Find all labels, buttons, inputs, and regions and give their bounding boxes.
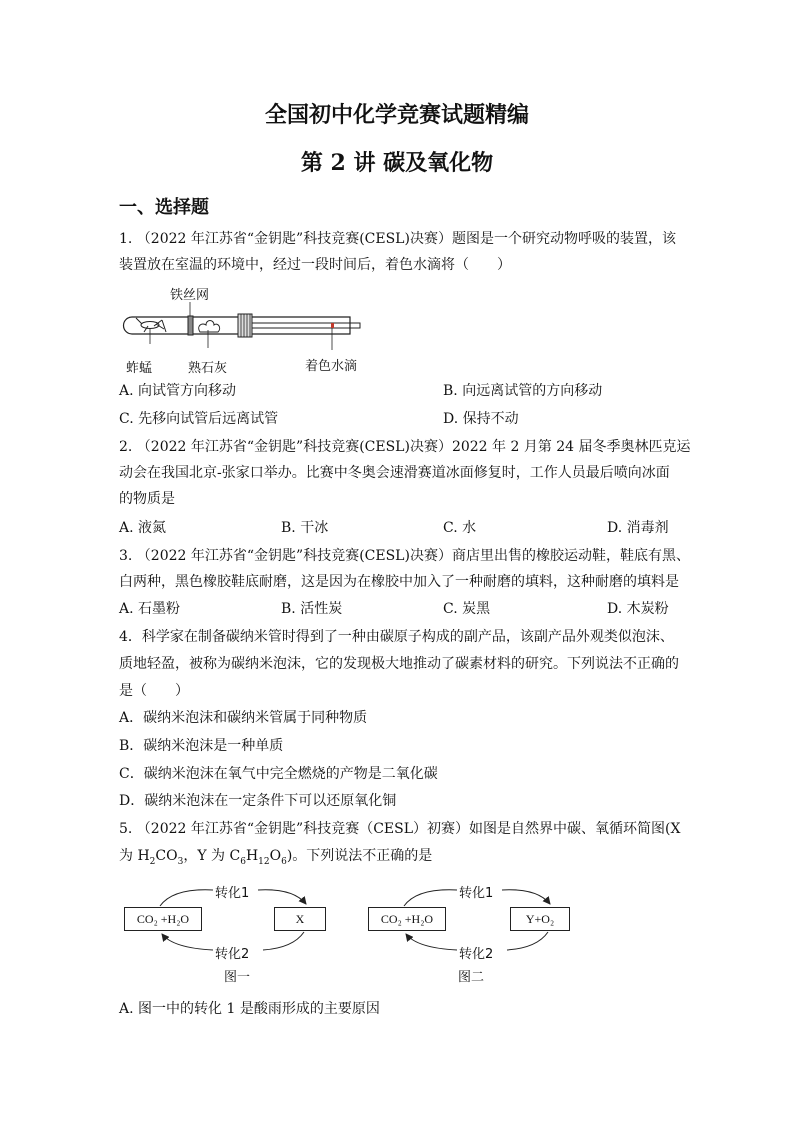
figure-2-cycle — [362, 878, 582, 988]
q3-stem-line2: 白两种，黑色橡胶鞋底耐磨，这是因为在橡胶中加入了一种耐磨的填料，这种耐磨的填料是 — [119, 574, 679, 590]
q2-option-c: C. 水 — [443, 520, 477, 536]
q4-stem-line3: 是（ ） — [119, 683, 189, 699]
q3-option-d: D. 木炭粉 — [607, 601, 669, 617]
glass-tube — [252, 323, 360, 328]
fig2-left-box: CO₂ +H₂O — [368, 907, 446, 931]
q3-option-c: C. 炭黑 — [443, 601, 491, 617]
q1-stem-line2: 装置放在室温的环境中，经过一段时间后，着色水滴将（ ） — [119, 257, 511, 273]
q4-option-a: A．碳纳米泡沫和碳纳米管属于同种物质 — [119, 710, 368, 726]
fig2-caption: 图二 — [458, 970, 485, 985]
q4-stem-line2: 质地轻盈，被称为碳纳米泡沫，它的发现极大地推动了碳素材料的研究。下列说法不正确的 — [119, 656, 679, 672]
fig2-right-box: Y+O₂ — [510, 907, 570, 931]
q2-option-b: B. 干冰 — [281, 520, 329, 536]
q1-option-a: A. 向试管方向移动 — [119, 383, 237, 399]
q4-stem-line1: 4．科学家在制备碳纳米管时得到了一种由碳原子构成的副产品，该副产品外观类似泡沫、 — [119, 629, 674, 645]
figure-1-cycle — [118, 878, 338, 988]
q2-stem-line3: 的物质是 — [119, 491, 175, 507]
slaked-lime — [199, 321, 220, 333]
fig1-caption: 图一 — [224, 970, 251, 985]
q5-stem-line1: 5. （2022 年江苏省“金钥匙”科技竞赛（CESL）初赛）如图是自然界中碳、氧循环简图(X — [119, 821, 681, 837]
page-title: 全国初中化学竞赛试题精编 — [264, 102, 529, 128]
q2-stem-line2: 动会在我国北京-张家口举办。比赛中冬奥会速滑赛道冰面修复时，工作人员最后喷向冰面 — [119, 465, 670, 481]
fig1-right-box: X — [274, 907, 326, 931]
q4-option-d: D．碳纳米泡沫在一定条件下可以还原氧化铜 — [119, 793, 397, 809]
label-wire-gauze: 铁丝网 — [170, 288, 210, 303]
label-colored-drop: 着色水滴 — [305, 359, 358, 374]
label-grasshopper: 蚱蜢 — [126, 361, 153, 376]
section-heading: 一、选择题 — [119, 197, 209, 218]
q1-stem-line1: 1. （2022 年江苏省“金钥匙”科技竞赛(CESL)决赛）题图是一个研究动物呼吸的装置，该 — [119, 231, 676, 247]
q4-option-b: B．碳纳米泡沫是一种单质 — [119, 738, 284, 754]
q1-option-d: D. 保持不动 — [443, 411, 519, 427]
fig2-transform-1: 转化1 — [459, 886, 494, 901]
q1-option-b: B. 向远离试管的方向移动 — [443, 383, 603, 399]
lecture-subtitle: 第 2 讲 碳及氧化物 — [300, 150, 494, 176]
colored-water-drop — [331, 323, 334, 328]
label-slaked-lime: 熟石灰 — [188, 361, 228, 376]
q3-option-a: A. 石墨粉 — [119, 601, 181, 617]
q2-stem-line1: 2. （2022 年江苏省“金钥匙”科技竞赛(CESL)决赛）2022 年 2 月第 24 届冬季奥林匹克运 — [119, 439, 691, 455]
fig1-transform-1: 转化1 — [215, 886, 250, 901]
fig2-transform-2: 转化2 — [459, 947, 494, 962]
grasshopper-icon — [136, 318, 166, 332]
q4-option-c: C．碳纳米泡沫在氧气中完全燃烧的产物是二氧化碳 — [119, 766, 438, 782]
q3-stem-line1: 3. （2022 年江苏省“金钥匙”科技竞赛(CESL)决赛）商店里出售的橡胶运动鞋，鞋底有黑、 — [119, 548, 690, 564]
q5-stem-line2: 为 $H_2CO_3$，Y 为 $C_6H_{12}O_6$)。下列说法不正确的是 — [119, 848, 433, 867]
wire-gauze — [188, 316, 193, 335]
q3-option-b: B. 活性炭 — [281, 601, 343, 617]
fig1-transform-2: 转化2 — [215, 947, 250, 962]
q2-option-a: A. 液氮 — [119, 520, 167, 536]
fig1-left-box: CO₂ +H₂O — [124, 907, 202, 931]
q1-option-c: C. 先移向试管后远离试管 — [119, 411, 279, 427]
q5-option-a: A. 图一中的转化 1 是酸雨形成的主要原因 — [119, 1001, 380, 1017]
q2-option-d: D. 消毒剂 — [607, 520, 669, 536]
